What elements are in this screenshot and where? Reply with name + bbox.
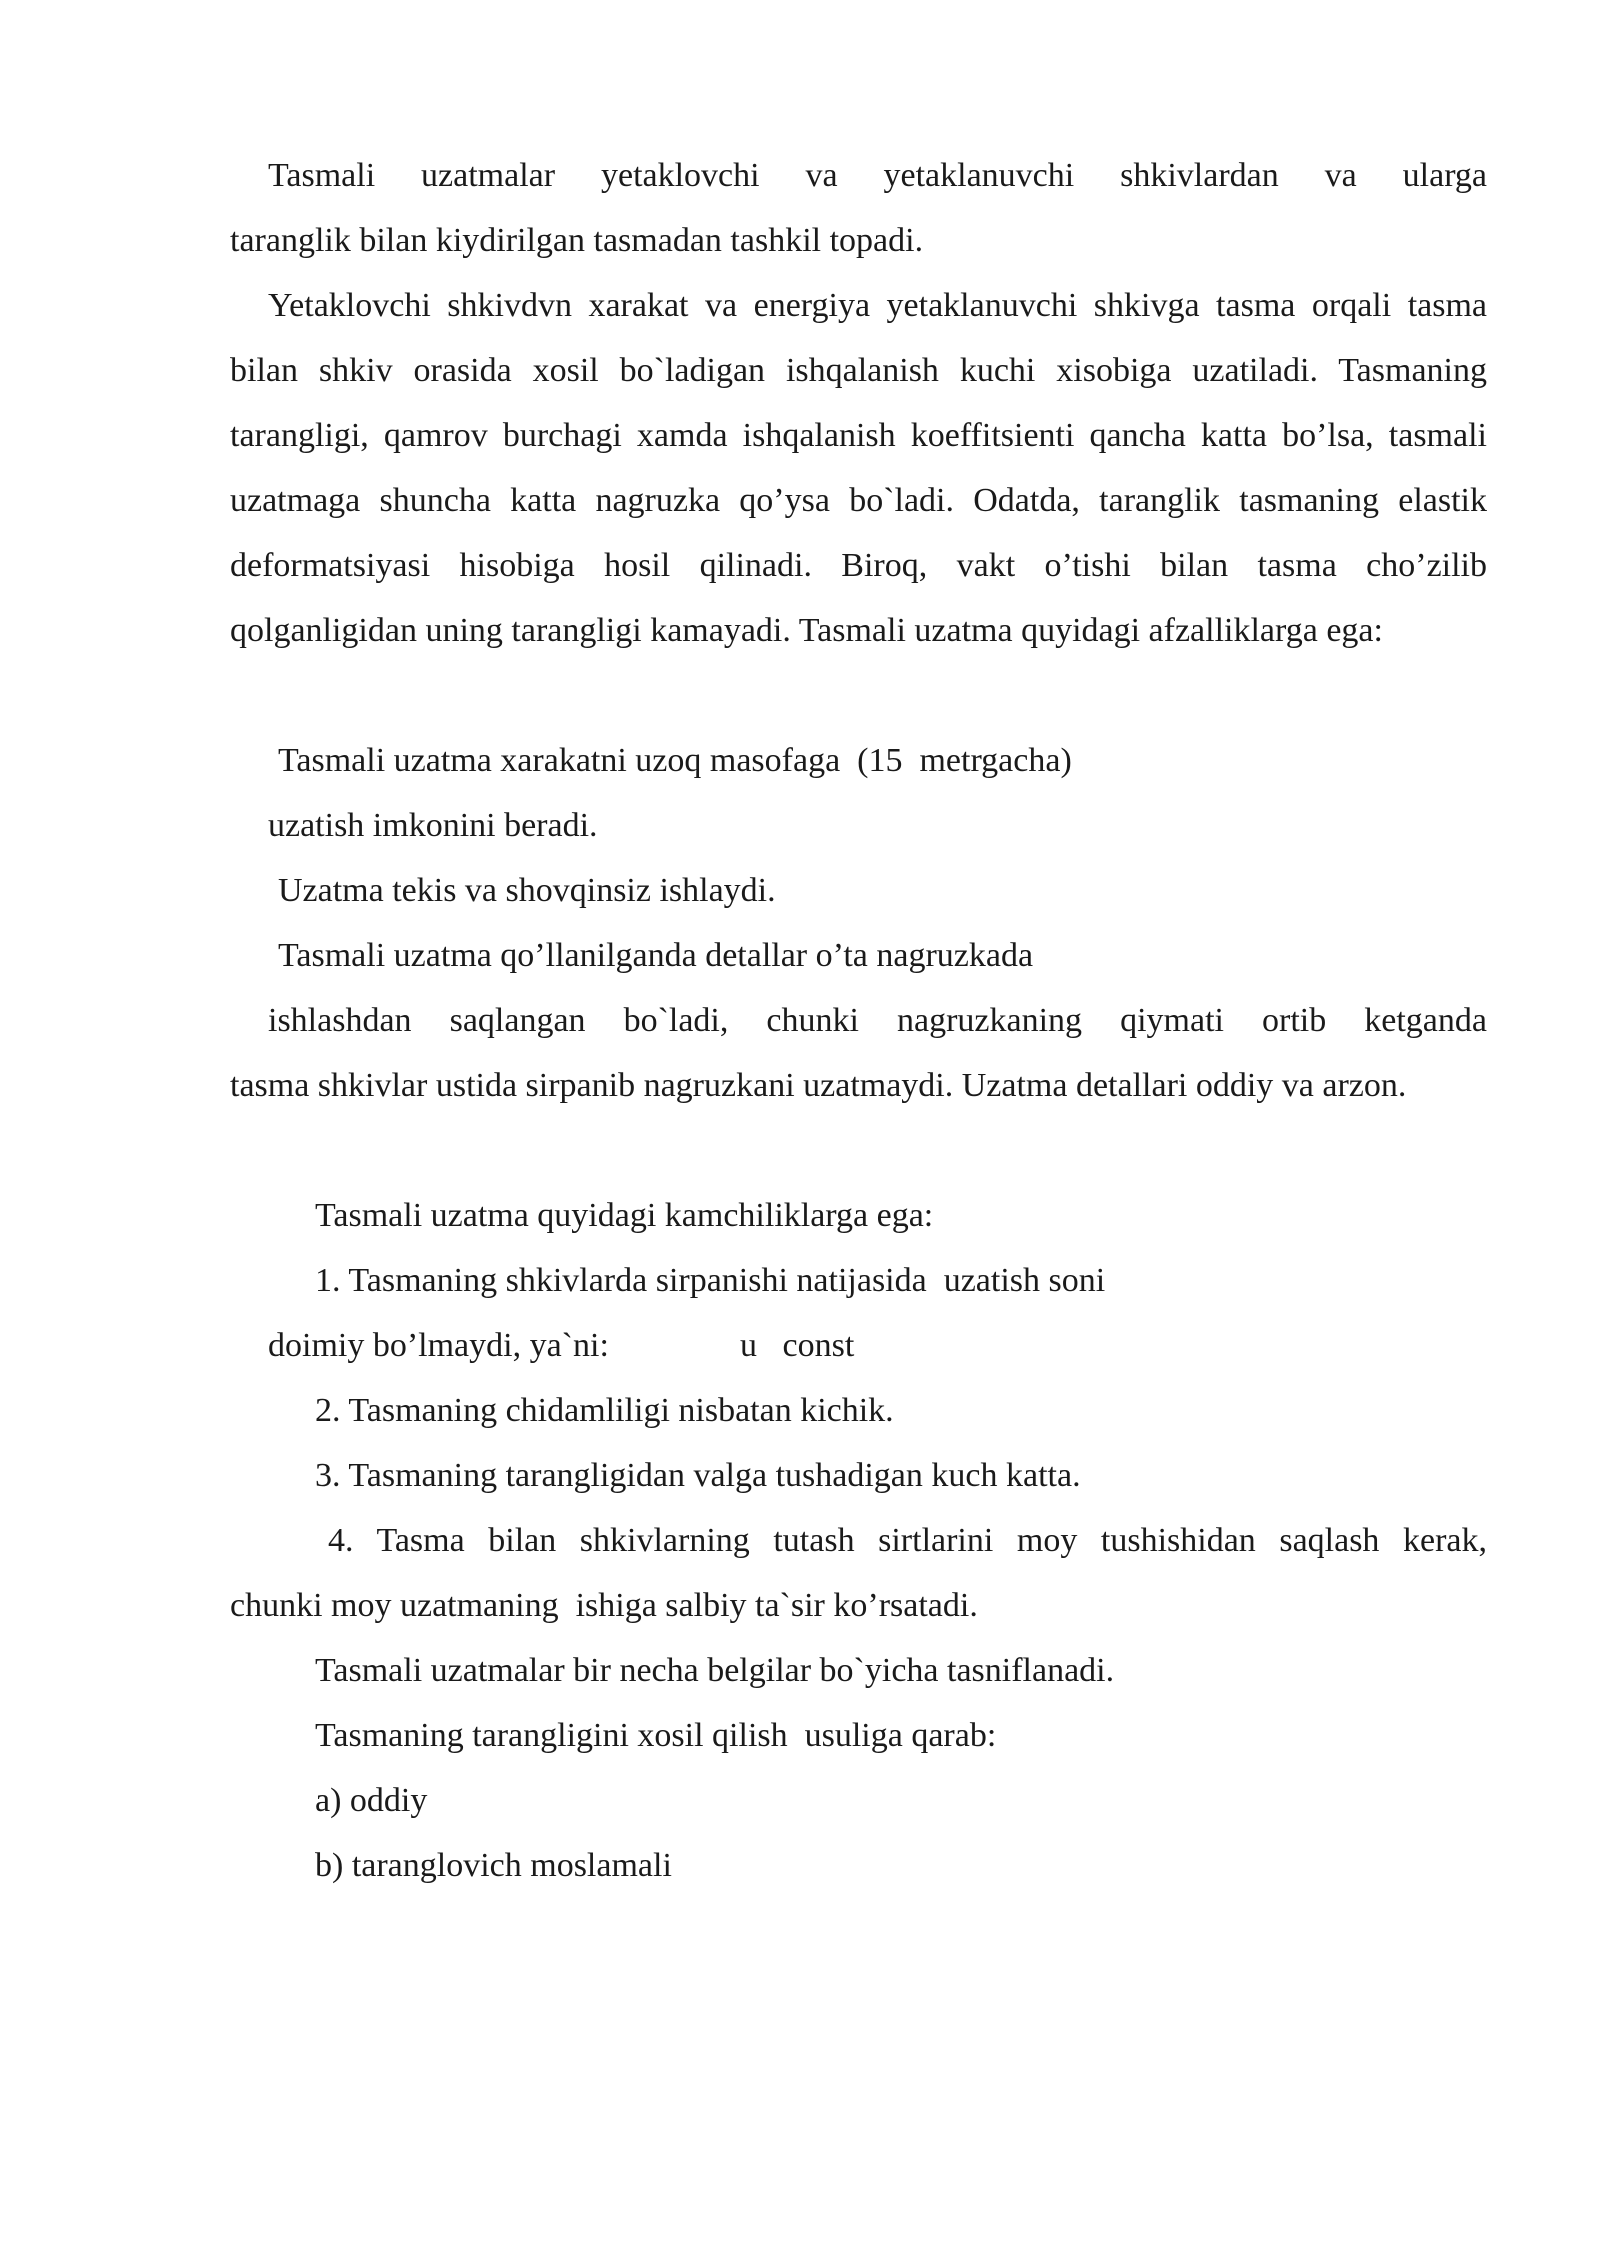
advantage-2: Uzatma tekis va shovqinsiz ishlaydi. — [278, 872, 776, 909]
option-a: a) oddiy — [315, 1782, 428, 1819]
disadvantage-1-line2: doimiy bo’lmaydi, ya`ni: — [268, 1327, 609, 1364]
formula-u-const: u const — [740, 1327, 855, 1364]
advantage-3-rest: tasma shkivlar ustida sirpanib nagruzkani uzatmaydi. Uzatma detallari oddiy va arzon. — [230, 1067, 1407, 1104]
advantage-3-line1: Tasmali uzatma qo’llanilganda detallar o’ta nagruzkada — [278, 937, 1034, 974]
advantage-1-line2: uzatish imkonini beradi. — [268, 807, 598, 844]
disadvantages-heading: Tasmali uzatma quyidagi kamchiliklarga ega: — [315, 1197, 934, 1234]
option-b: b) taranglovich moslamali — [315, 1847, 672, 1884]
classification-sentence: Tasmali uzatmalar bir necha belgilar bo`yicha tasniflanadi. — [315, 1652, 1115, 1689]
paragraph-intro-line1: Tasmali uzatmalar yetaklovchi va yetaklanuvchi shkivlardan va ularga — [268, 157, 1487, 194]
paragraph-intro-line2: taranglik bilan kiydirilgan tasmadan tashkil topadi. — [230, 222, 924, 259]
paragraph-mechanism: Yetaklovchi shkivdvn xarakat va energiya yetaklanuvchi shkivga tasma orqali tasma bilan shkiv orasida xosil bo`ladigan ishqalanish kuchi xisobiga uzatiladi. Tasmaning tarangligi, qamrov burchagi xamda ishqalanish koeffitsienti qancha katta bo’lsa, tasmali uzatmaga shuncha katta nagruzka qo’ysa bo`ladi. Odatda, taranglik tasmaning elastik deformatsiyasi hisobiga hosil qilinadi. Biroq, vakt o’tishi bilan tasma cho’zilib qolganligidan uning tarangligi kamayadi. Tasmali uzatma quyidagi afzalliklarga ega: — [230, 287, 1487, 649]
disadvantage-2: 2. Tasmaning chidamliligi nisbatan kichik. — [315, 1392, 894, 1429]
classification-method: Tasmaning tarangligini xosil qilish usuliga qarab: — [315, 1717, 997, 1754]
disadvantage-4-line2: chunki moy uzatmaning ishiga salbiy ta`sir ko’rsatadi. — [230, 1587, 978, 1624]
disadvantage-3: 3. Tasmaning tarangligidan valga tushadigan kuch katta. — [315, 1457, 1081, 1494]
disadvantage-1-line1: 1. Tasmaning shkivlarda sirpanishi natijasida uzatish soni — [315, 1262, 1106, 1299]
advantage-3-line2: ishlashdan saqlangan bo`ladi, chunki nagruzkaning qiymati ortib ketganda — [268, 1002, 1487, 1039]
advantage-1-line1: Tasmali uzatma xarakatni uzoq masofaga (15 metrgacha) — [278, 742, 1072, 779]
disadvantage-4-line1: 4. Tasma bilan shkivlarning tutash sirtlarini moy tushishidan saqlash kerak, — [328, 1522, 1487, 1559]
